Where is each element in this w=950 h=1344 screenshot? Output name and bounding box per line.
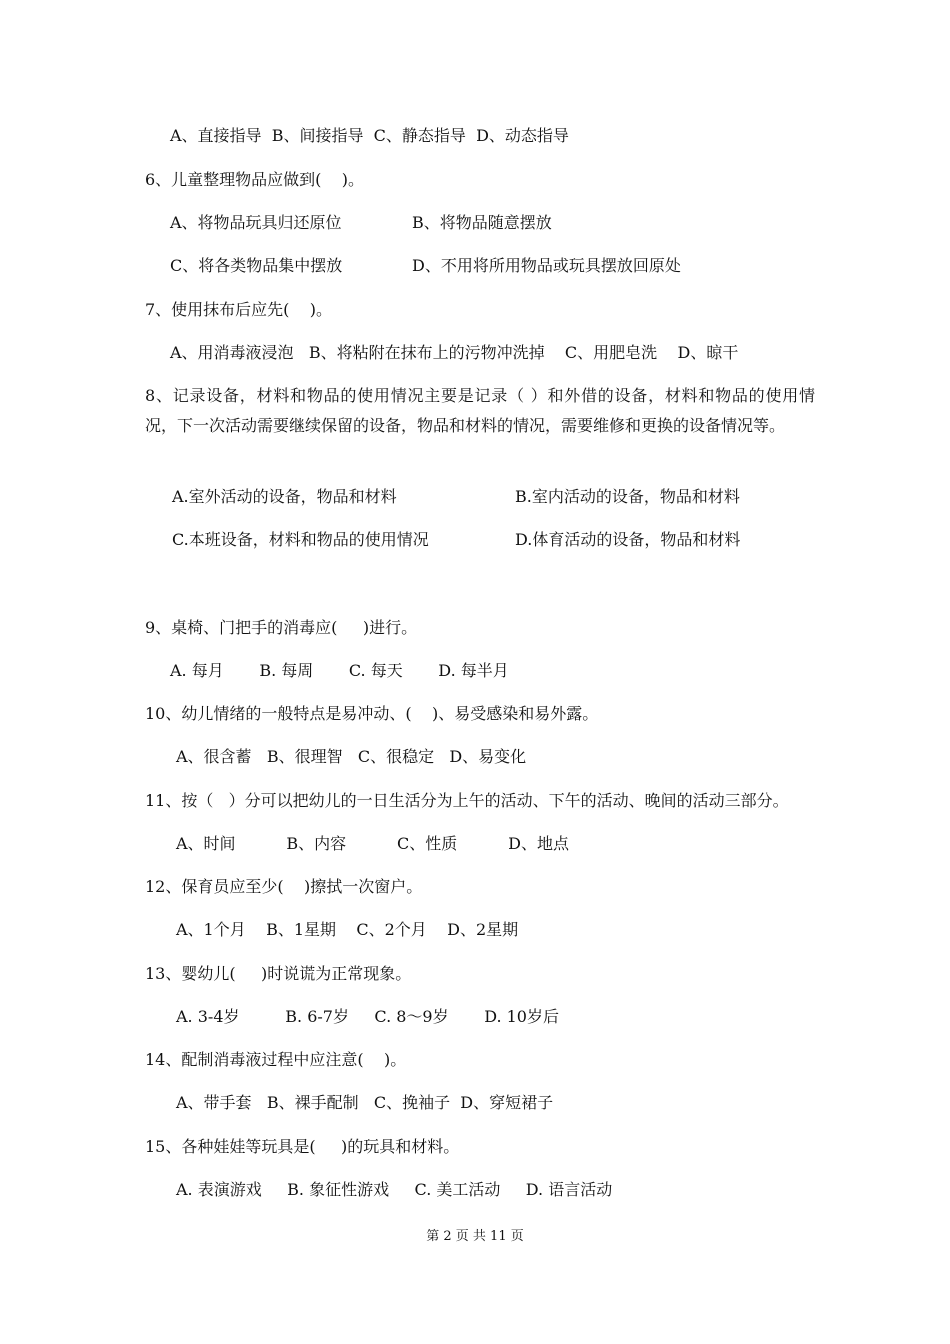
q10-options: A、很含蓄 B、很理智 C、很稳定 D、易变化 — [176, 747, 527, 766]
question-10: 10、幼儿情绪的一般特点是易冲动、( )、易受感染和易外露。 — [145, 704, 599, 723]
question-14: 14、配制消毒液过程中应注意( )。 — [145, 1050, 407, 1069]
q14-options: A、带手套 B、裸手配制 C、挽袖子 D、穿短裙子 — [176, 1093, 554, 1112]
q7-options: A、用消毒液浸泡 B、将粘附在抹布上的污物冲洗掉 C、用肥皂洗 D、晾干 — [170, 343, 739, 362]
q5-options: A、直接指导 B、间接指导 C、静态指导 D、动态指导 — [170, 126, 569, 145]
question-9: 9、桌椅、门把手的消毒应( )进行。 — [145, 618, 418, 637]
question-7: 7、使用抹布后应先( )。 — [145, 300, 333, 319]
q8-option-c: C.本班设备，材料和物品的使用情况 — [172, 530, 429, 549]
q6-option-c: C、将各类物品集中摆放 — [170, 256, 343, 275]
q11-options: A、时间 B、内容 C、性质 D、地点 — [176, 834, 569, 853]
question-11: 11、按（ ）分可以把幼儿的一日生活分为上午的活动、下午的活动、晚间的活动三部分。 — [145, 791, 789, 810]
question-13: 13、婴幼儿( )时说谎为正常现象。 — [145, 964, 412, 983]
question-12: 12、保育员应至少( )擦拭一次窗户。 — [145, 877, 423, 896]
q6-option-b: B、将物品随意摆放 — [412, 213, 552, 232]
q12-options: A、1个月 B、1星期 C、2个月 D、2星期 — [176, 920, 519, 939]
q8-option-b: B.室内活动的设备，物品和材料 — [515, 487, 740, 506]
page-footer: 第 2 页 共 11 页 — [426, 1229, 524, 1244]
q9-options: A. 每月 B. 每周 C. 每天 D. 每半月 — [170, 661, 509, 680]
q6-option-d: D、不用将所用物品或玩具摆放回原处 — [412, 256, 681, 275]
question-6: 6、儿童整理物品应做到( )。 — [145, 170, 365, 189]
question-8: 8、记录设备，材料和物品的使用情况主要是记录（ ）和外借的设备，材料和物品的使用情况，下一次活动需要继续保留的设备，物品和材料的情况，需要维修和更换的设备情况等。 — [145, 386, 815, 435]
q15-options: A. 表演游戏 B. 象征性游戏 C. 美工活动 D. 语言活动 — [176, 1180, 613, 1199]
q13-options: A. 3-4岁 B. 6-7岁 C. 8～9岁 D. 10岁后 — [176, 1007, 559, 1026]
q8-option-a: A.室外活动的设备，物品和材料 — [172, 487, 397, 506]
q8-option-d: D.体育活动的设备，物品和材料 — [515, 530, 741, 549]
q6-option-a: A、将物品玩具归还原位 — [170, 213, 342, 232]
question-15: 15、各种娃娃等玩具是( )的玩具和材料。 — [145, 1137, 460, 1156]
